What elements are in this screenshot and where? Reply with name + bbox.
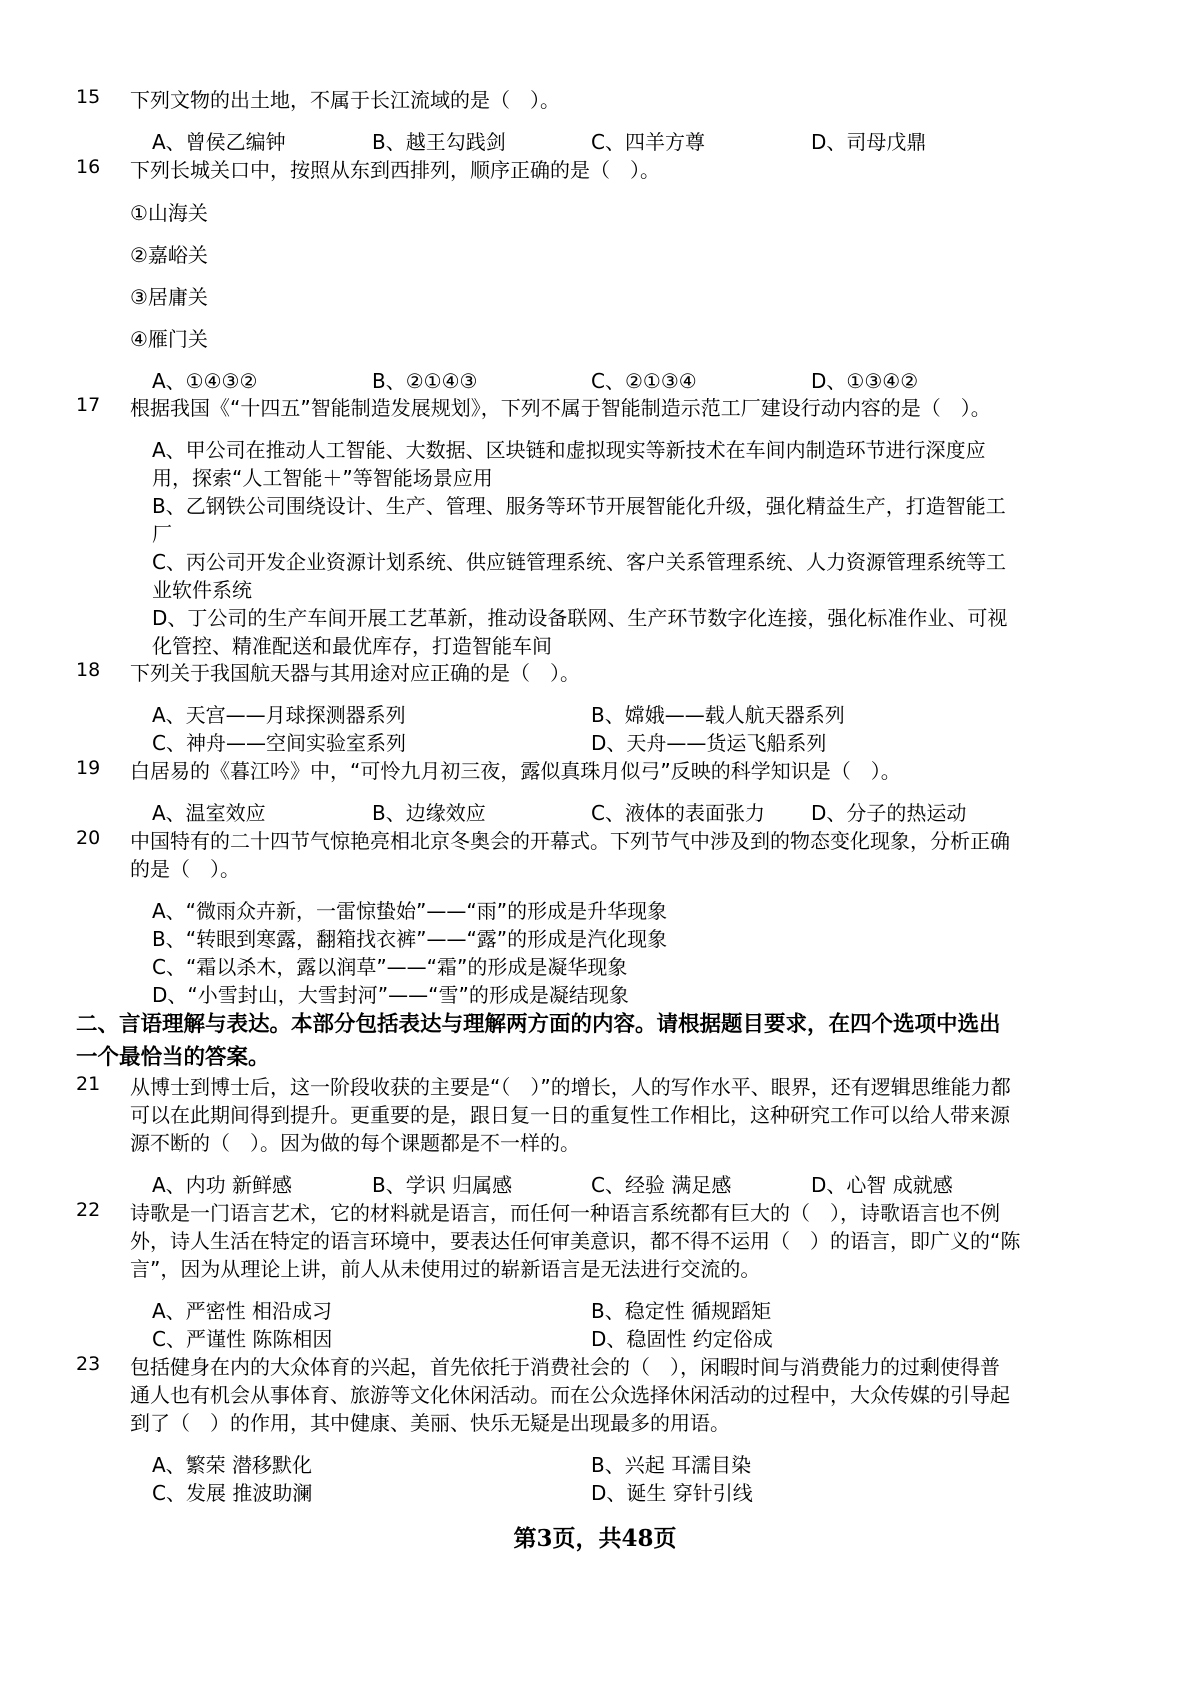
option-c: C、丙公司开发企业资源计划系统、供应链管理系统、客户关系管理系统、人力资源管理系统等工 (152, 550, 1006, 574)
section-heading-cont: 一个最恰当的答案。 (76, 1045, 270, 1070)
option-c: C、液体的表面张力 (591, 801, 765, 825)
option-d: D、诞生 穿针引线 (591, 1481, 753, 1505)
option-c: C、神舟——空间实验室系列 (152, 731, 406, 755)
option-d: D、分子的热运动 (811, 801, 967, 825)
option-b: B、嫦娥——载人航天器系列 (591, 703, 845, 727)
option-d: D、稳固性 约定俗成 (591, 1327, 773, 1351)
page-number: 第3页，共48页 (513, 1525, 677, 1552)
option-a: A、繁荣 潜移默化 (152, 1453, 313, 1477)
question-number: 16 (76, 156, 101, 178)
option-c: C、四羊方尊 (591, 130, 705, 154)
option-b: B、②①④③ (372, 369, 478, 393)
question-stem-cont: 言”，因为从理论上讲，前人从未使用过的崭新语言是无法进行交流的。 (130, 1257, 761, 1281)
question-stem: 包括健身在内的大众体育的兴起，首先依托于消费社会的（ ），闲暇时间与消费能力的过剩使得普 (130, 1355, 1000, 1379)
option-d: D、①③④② (811, 369, 919, 393)
option-c: C、“霜以杀木，露以润草”——“霜”的形成是凝华现象 (152, 955, 628, 979)
option-b-cont: 厂 (152, 522, 172, 546)
option-c: C、发展 推波助澜 (152, 1481, 313, 1505)
option-c: C、经验 满足感 (591, 1173, 732, 1197)
section-heading: 二、言语理解与表达。本部分包括表达与理解两方面的内容。请根据题目要求，在四个选项中选出 (76, 1012, 1001, 1037)
option-d: D、司母戊鼎 (811, 130, 927, 154)
question-stem: 白居易的《暮江吟》中，“可怜九月初三夜，露似真珠月似弓”反映的科学知识是（ ）。 (130, 759, 901, 783)
list-item: ③居庸关 (130, 285, 208, 309)
question-stem: 从博士到博士后，这一阶段收获的主要是“（ ）”的增长，人的写作水平、眼界，还有逻辑思维能力都 (130, 1075, 1011, 1099)
option-b: B、乙钢铁公司围绕设计、生产、管理、服务等环节开展智能化升级，强化精益生产，打造智能工 (152, 494, 1006, 518)
question-stem: 下列文物的出土地，不属于长江流域的是（ ）。 (130, 88, 560, 112)
question-number: 19 (76, 757, 101, 779)
question-number: 17 (76, 394, 101, 416)
question-stem: 根据我国《“十四五”智能制造发展规划》，下列不属于智能制造示范工厂建设行动内容的是（ ）。 (130, 396, 991, 420)
option-a: A、①④③② (152, 369, 258, 393)
option-a: A、严密性 相沿成习 (152, 1299, 333, 1323)
option-a: A、温室效应 (152, 801, 266, 825)
option-a: A、甲公司在推动人工智能、大数据、区块链和虚拟现实等新技术在车间内制造环节进行深度应 (152, 438, 986, 462)
question-stem-cont: 源不断的（ ）。因为做的每个课题都是不一样的。 (130, 1131, 580, 1155)
question-stem-cont: 到了（ ）的作用，其中健康、美丽、快乐无疑是出现最多的用语。 (130, 1411, 730, 1435)
list-item: ①山海关 (130, 201, 208, 225)
question-stem-cont: 通人也有机会从事体育、旅游等文化休闲活动。而在公众选择休闲活动的过程中，大众传媒的引导起 (130, 1383, 1010, 1407)
option-c: C、②①③④ (591, 369, 697, 393)
question-stem-cont: 的是（ ）。 (130, 857, 240, 881)
question-stem: 中国特有的二十四节气惊艳亮相北京冬奥会的开幕式。下列节气中涉及到的物态变化现象，分析正确 (130, 829, 1010, 853)
option-d-cont: 化管控、精准配送和最优库存，打造智能车间 (152, 634, 552, 658)
question-number: 21 (76, 1073, 101, 1095)
option-a: A、曾侯乙编钟 (152, 130, 286, 154)
option-b: B、“转眼到寒露，翻箱找衣裤”——“露”的形成是汽化现象 (152, 927, 668, 951)
option-d: D、天舟——货运飞船系列 (591, 731, 827, 755)
question-number: 23 (76, 1353, 101, 1375)
question-stem-cont: 可以在此期间得到提升。更重要的是，跟日复一日的重复性工作相比，这种研究工作可以给人带来源 (130, 1103, 1010, 1127)
question-stem-cont: 外，诗人生活在特定的语言环境中，要表达任何审美意识，都不得不运用（ ）的语言，即广义的“陈 (130, 1229, 1021, 1253)
option-a-cont: 用，探索“人工智能＋”等智能场景应用 (152, 466, 493, 490)
option-c: C、严谨性 陈陈相因 (152, 1327, 333, 1351)
option-d: D、丁公司的生产车间开展工艺革新，推动设备联网、生产环节数字化连接，强化标准作业、可视 (152, 606, 1008, 630)
option-d: D、心智 成就感 (811, 1173, 953, 1197)
option-d: D、“小雪封山，大雪封河”——“雪”的形成是凝结现象 (152, 983, 629, 1007)
question-number: 18 (76, 659, 101, 681)
option-c-cont: 业软件系统 (152, 578, 252, 602)
option-a: A、天宫——月球探测器系列 (152, 703, 406, 727)
option-b: B、学识 归属感 (372, 1173, 513, 1197)
question-number: 20 (76, 827, 101, 849)
option-b: B、越王勾践剑 (372, 130, 506, 154)
question-stem: 诗歌是一门语言艺术，它的材料就是语言，而任何一种语言系统都有巨大的（ ），诗歌语言也不例 (130, 1201, 1000, 1225)
option-b: B、兴起 耳濡目染 (591, 1453, 752, 1477)
question-stem: 下列关于我国航天器与其用途对应正确的是（ ）。 (130, 661, 580, 685)
question-number: 15 (76, 86, 101, 108)
option-b: B、稳定性 循规蹈矩 (591, 1299, 772, 1323)
question-stem: 下列长城关口中，按照从东到西排列，顺序正确的是（ ）。 (130, 158, 660, 182)
question-number: 22 (76, 1199, 101, 1221)
list-item: ②嘉峪关 (130, 243, 208, 267)
option-a: A、“微雨众卉新，一雷惊蛰始”——“雨”的形成是升华现象 (152, 899, 668, 923)
option-a: A、内功 新鲜感 (152, 1173, 293, 1197)
list-item: ④雁门关 (130, 327, 208, 351)
option-b: B、边缘效应 (372, 801, 486, 825)
